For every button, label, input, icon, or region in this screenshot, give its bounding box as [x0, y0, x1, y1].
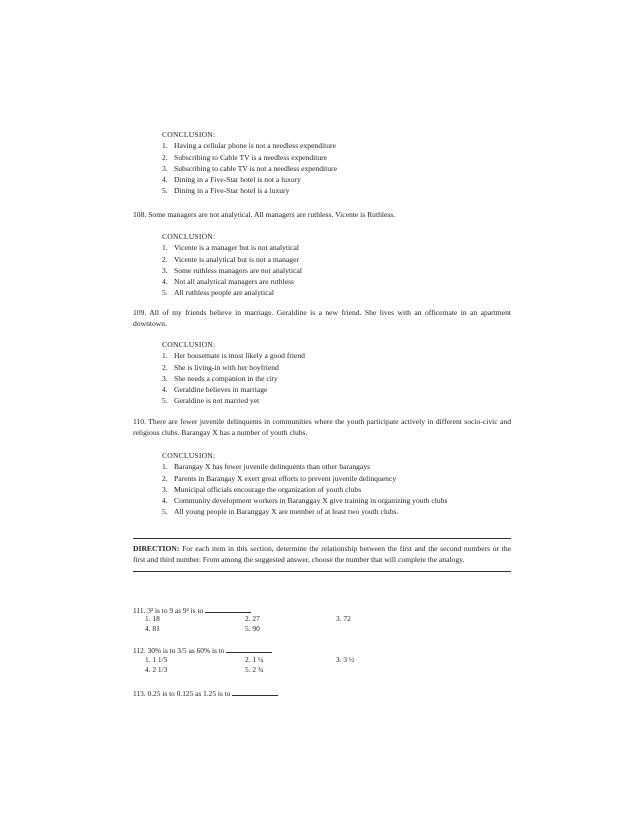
conclusion-item: 3. Subscribing to cable TV is not a needless expenditure — [162, 163, 337, 173]
answer-blank — [205, 605, 251, 613]
option: 5. 2 ¾ — [245, 665, 264, 674]
option: 4. 2 1/3 — [145, 665, 168, 674]
direction-box — [133, 538, 511, 572]
option: 2. 1 ¼ — [245, 655, 264, 664]
question-113 — [133, 688, 278, 699]
conclusion-heading: CONCLUSION: — [162, 232, 216, 241]
conclusion-item: 3. Some ruthless managers are not analytical — [162, 265, 302, 275]
conclusion-item: 4. Community development workers in Baranggay X give training in organizing youth clubs — [162, 496, 448, 506]
conclusion-block-109 — [162, 339, 305, 407]
conclusion-item: 5. Geraldine is not married yet — [162, 396, 260, 406]
conclusion-item: 2. She is living-in with her boyfriend — [162, 362, 279, 372]
direction-label: DIRECTION: — [133, 544, 180, 553]
option: 5. 90 — [245, 624, 260, 633]
answer-blank — [226, 645, 272, 653]
conclusion-block-108 — [162, 231, 302, 299]
conclusion-heading: CONCLUSION: — [162, 340, 216, 349]
question-112-text: 112. 30% is to 3/5 as 60% is to — [133, 646, 225, 655]
conclusion-item: 3. Municipal officials encourage the organization of youth clubs — [162, 484, 362, 494]
option: 3. 3 ½ — [336, 655, 355, 664]
conclusion-item: 5. All young people in Baranggay X are member of at least two youth clubs. — [162, 507, 399, 517]
conclusion-item: 1. Having a cellular phone is not a needless expenditure — [162, 141, 336, 151]
conclusion-item: 1. Her housemate is most likely a good friend — [162, 351, 305, 361]
option: 1. 18 — [145, 614, 160, 623]
conclusion-item: 4. Not all analytical managers are ruthless — [162, 277, 294, 287]
conclusion-item: 2. Parents in Barangay X exert great efforts to prevent juvenile delinquency — [162, 473, 397, 483]
option: 3. 72 — [336, 614, 351, 623]
option: 4. 81 — [145, 624, 160, 633]
conclusion-item: 1. Vicente is a manager but is not analytical — [162, 243, 300, 253]
conclusion-block-107 — [162, 129, 337, 197]
conclusion-item: 5. Dining in a Five-Star hotel is a luxury — [162, 186, 290, 196]
option: 2. 27 — [245, 614, 260, 623]
conclusion-item: 2. Subscribing to Cable TV is a needless expenditure — [162, 152, 328, 162]
conclusion-heading: CONCLUSION: — [162, 130, 216, 139]
question-108: 108. Some managers are not analytical. All managers are ruthless. Vicente is Ruthless. — [133, 210, 396, 219]
conclusion-item: 5. All ruthless people are analytical — [162, 288, 274, 298]
question-110: 110. There are fewer juvenile delinquents in communities where the youth participate actively in different socio-civic and religious clubs. Barangay X has a number of youth clubs. — [133, 417, 511, 438]
question-113-text: 113. 0.25 is to 0.125 as 1.25 is to — [133, 689, 231, 698]
conclusion-item: 4. Geraldine believes in marriage — [162, 385, 268, 395]
question-111-text: 111. 3² is to 9 as 9² is to — [133, 606, 204, 615]
direction-text: For each item in this section, determine the relationship between the first and the second numbers or the first and third number. From among the suggested answer, choose the number that will complete the analogy. — [133, 544, 511, 565]
question-109: 109. All of my friends believe in marriage. Geraldine is a new friend. She lives with an officemate in an apartment downtown. — [133, 308, 511, 329]
option: 1. 1 1/5 — [145, 655, 168, 664]
conclusion-item: 1. Barangay X has fewer juvenile delinquents than other barangays — [162, 462, 371, 472]
conclusion-item: 3. She needs a companion in the city — [162, 373, 278, 383]
conclusion-heading: CONCLUSION: — [162, 451, 216, 460]
answer-blank — [232, 688, 278, 696]
conclusion-block-110 — [162, 450, 512, 518]
conclusion-item: 2. Vicente is analytical but is not a manager — [162, 254, 300, 264]
conclusion-item: 4. Dining in a Five-Star hotel is not a luxury — [162, 175, 301, 185]
